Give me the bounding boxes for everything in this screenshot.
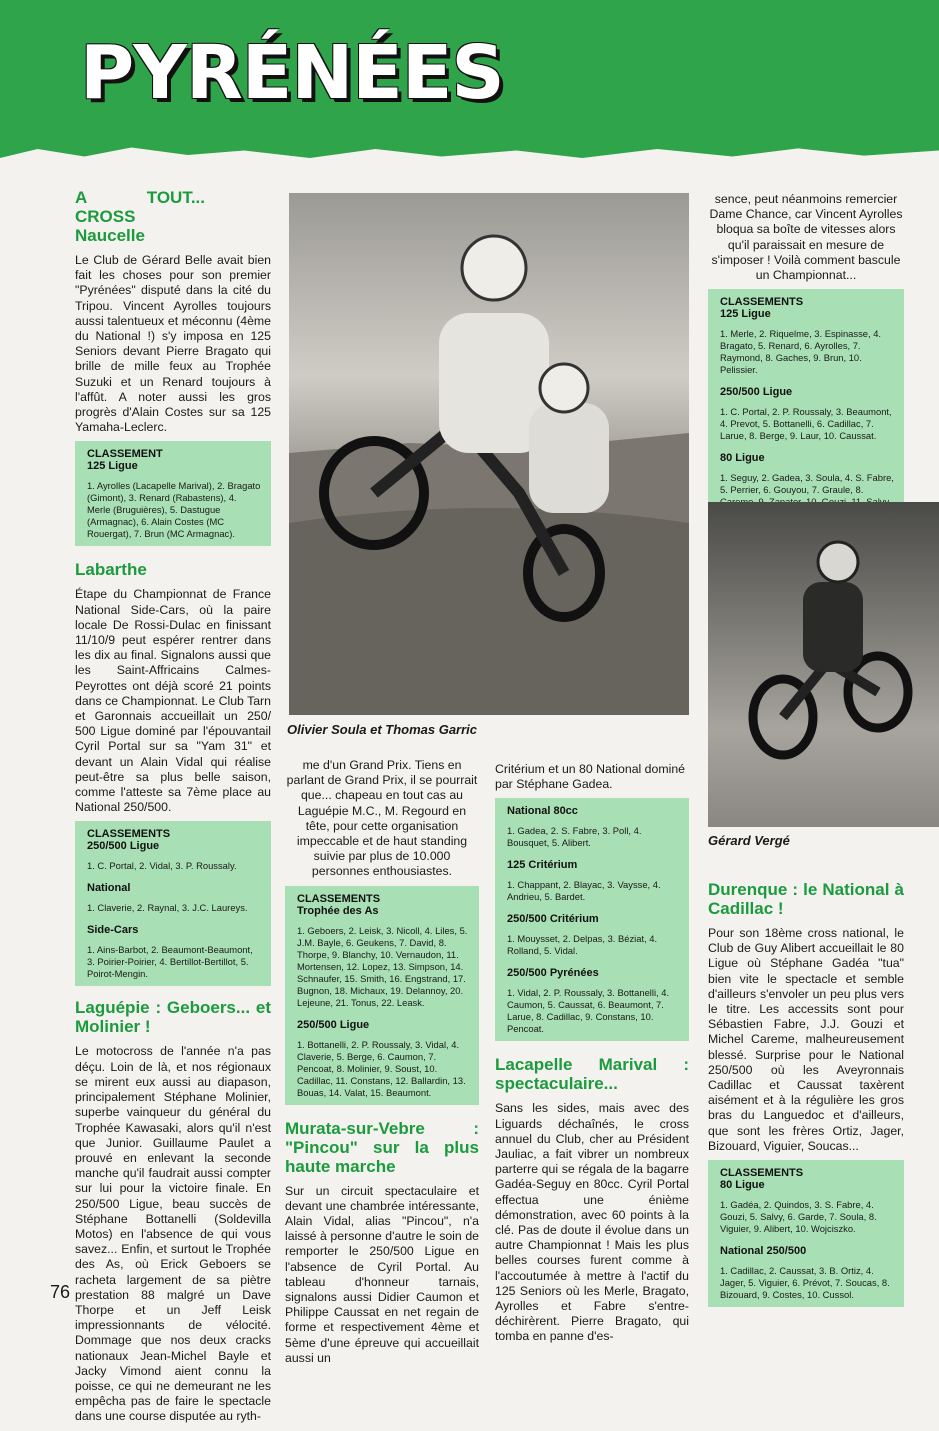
box-text: 1. Vidal, 2. P. Roussaly, 3. Bottanelli, 4. Caumon, 5. Caussat, 6. Beaumont, 7. Larue, 8. Cadillac, 9. Constans, 10. Pencoat.	[507, 987, 670, 1035]
box-text: 1. Mouysset, 2. Delpas, 3. Béziat, 4. Rolland, 5. Vidal.	[507, 933, 658, 957]
sidecar-illustration	[289, 193, 689, 715]
photo-rider-jump	[708, 502, 939, 827]
box-text: 1. Ains-Barbot, 2. Beaumont-Beaumont, 3. Poirier-Poirier, 4. Bertillot-Bertillot, 5. Poirot-Mengin.	[87, 944, 253, 980]
box-text: 1. Gadéa, 2. Quindos, 3. S. Fabre, 4. Gouzi, 5. Salvy, 6. Garde, 7. Soula, 8. Viguier, 9. Alibert, 10. Wojciszko.	[720, 1199, 877, 1235]
box-text: 1. C. Portal, 2. P. Roussaly, 3. Beaumont, 4. Prevot, 5. Bottanelli, 6. Cadillac, 7. Larue, 8. Berge, 9. Laur, 10. Caussat.	[720, 406, 892, 442]
box-subheading: Side-Cars	[87, 924, 139, 937]
box-text: 1. Cadillac, 2. Caussat, 3. B. Ortiz, 4. Jager, 5. Viguier, 6. Prévot, 7. Soucas, 8. Bizouard, 9. Costes, 10. Cussol.	[720, 1265, 890, 1301]
section-title-naucelle: A TOUT... CROSS Naucelle	[75, 188, 205, 245]
section-text-labarthe: Étape du Championnat de France National Side-Cars, où la paire locale De Rossi-Dulac en finissant 11/10/9 peut espérer rentrer dans les dix au final. Signalons aussi que les Saint-Affricains Calmes-Peyrottes ont déjà scoré 21 points dans ce Championnat. Le Club Tarn et Garonnais accueillait un 250/ 500 Ligue dominé par l'épouvantail Cyril Portal sur sa "Yam 31" et devant un Alain Vidal qui réalise peut-être sa plus belle saison, comme l'atteste sa 7ème place au National 250/500.	[75, 587, 271, 815]
box-subheading: National 80cc	[507, 805, 578, 818]
box-subheading: 125 Critérium	[507, 859, 578, 872]
box-subheading: National 250/500	[720, 1245, 807, 1258]
box-text: 1. Geboers, 2. Leisk, 3. Nicoll, 4. Liles, 5. J.M. Bayle, 6. Geukens, 7. David, 8. Thorpe, 9. Blanchy, 10. Vernaudon, 11. Mortensen, 12. Lopez, 13. Simpson, 14. Schnaufer, 15. Smith, 16. Engstrand, 17. Bugnon, 18. Michaux, 19. Delannoy, 20. Lejeune, 21. Tonus, 22. Leask.	[297, 924, 468, 1008]
column-4-lower	[708, 880, 904, 1317]
results-box-labarthe	[75, 821, 271, 986]
torn-edge	[0, 140, 939, 170]
photo-sidecar-motocross	[289, 193, 689, 715]
page-title: PYRÉNÉES	[80, 30, 504, 116]
box-text: 1. Chappant, 2. Blayac, 3. Vaysse, 4. Andrieu, 5. Bardet.	[507, 879, 661, 903]
section-text-durenque: Pour son 18ème cross national, le Club de Guy Alibert accueillait le 80 Ligue où Stéphane Gadéa "tua" bien vite le spectacle et semble d'ailleurs s'envoler un peu plus vers le titre. Les accessits sont pour Sébastien Fabre, J.J. Gouzi et Michel Careme, malheureusement blessé. Surprise pour le National 250/500 où les Aveyronnais Cadillac et Caussat taxèrent aisément et à la régulière les gros bras du Languedoc et d'ailleurs, que sont les frères Ortiz, Jager, Bizouard, Viguier, Soucas...	[708, 926, 904, 1153]
page-number: 76	[50, 1282, 71, 1302]
continued-text: Critérium et un 80 National dominé par Stéphane Gadea.	[495, 762, 686, 792]
photo-caption-verge: Gérard Vergé	[708, 833, 790, 848]
results-box-125-ligue	[708, 289, 904, 526]
box-text: 1. Gadea, 2. S. Fabre, 3. Poll, 4. Bousquet, 5. Alibert.	[507, 825, 642, 849]
box-heading: CLASSEMENTS Trophée des As	[297, 892, 381, 917]
section-text-lacapelle: Sans les sides, mais avec des Liguards déchaînés, le cross annuel du Club, cher au Président Jauliac, a fait vibrer un nombreux parterre qui se régala de la bagarre Gadéa-Seguy en 80cc. Cyril Portal effectua une énième démonstration, avec 60 points à la clé. Pas de doute il évolue dans un autre Championnat ! Mais les plus belles courses furent comme à l'accoutumée à mettre à l'actif du 125 Seniors où les Merle, Bragato, Ayrolles et Fabre s'entre-déchirèrent. Pierre Bragato, qui tomba en panne d'es-	[495, 1101, 689, 1344]
results-box-criterium	[495, 798, 689, 1041]
box-text: 1. Ayrolles (Lacapelle Marival), 2. Bragato (Gimont), 3. Renard (Rabastens), 4. Merle (Bruguières), 5. Dastugue (Armagnac), 6. Alain Costes (MC Rouergat), 7. Brun (MC Armagnac).	[87, 480, 261, 540]
box-subheading: 250/500 Pyrénées	[507, 967, 599, 980]
section-text-naucelle: Le Club de Gérard Belle avait bien fait les choses pour son premier "Pyrénées" disputé dans la cité du Tripou. Vincent Ayrolles toujours aussi talentueux et méconnu (4ème du National !) s'y imposa en 125 Seniors devant Pierre Bragato qui brille de mille feux au Trophée Suzuki et un Renard toujours à l'affût. A noter aussi les gros progrès d'Alain Costes sur sa 125 Yamaha-Leclerc.	[75, 253, 271, 435]
column-2	[285, 758, 479, 1372]
results-box-trophee-des-as	[285, 886, 479, 1105]
box-text: 1. C. Portal, 2. Vidal, 3. P. Roussaly.	[87, 860, 237, 872]
box-subheading: 250/500 Ligue	[720, 386, 793, 399]
section-title-lacapelle: Lacapelle Marival : spectaculaire...	[495, 1055, 689, 1094]
section-text-murata: Sur un circuit spectaculaire et devant une chambrée intéressante, Alain Vidal, alias "Pincou", n'a laissé à personne d'autre le soin de remporter le 250/500 Ligue en l'absence de Cyril Portal. Au tableau d'honneur tarnais, signalons aussi Didier Caumon et Philippe Caussat en net regain de forme et respectivement 4ème et 5ème d'une épreuve qui accueillait aussi un	[285, 1183, 479, 1365]
column-4	[708, 192, 904, 536]
continued-text: me d'un Grand Prix. Tiens en parlant de Grand Prix, il se pourrait que... chapeau en tout cas au Laguépie M.C., M. Regourd en tête, pour cette organisation impeccable et de haut standing suivie par plus de 10.000 personnes enthousiastes.	[286, 758, 478, 879]
section-title-labarthe: Labarthe	[75, 560, 147, 580]
column-3	[495, 762, 689, 1351]
box-subheading: 250/500 Ligue	[297, 1018, 370, 1031]
header-banner	[0, 0, 939, 160]
photo-caption-soula-garric: Olivier Soula et Thomas Garric	[287, 722, 478, 737]
box-text: 1. Seguy, 2. Gadea, 3. Soula, 4. S. Fabre, 5. Perrier, 6. Gouyou, 7. Graule, 8.	[720, 472, 894, 496]
box-text: 1. Claverie, 2. Raynal, 3. J.C. Laureys.	[87, 902, 248, 914]
section-title-laguepie: Laguépie : Geboers... et Molinier !	[75, 998, 271, 1037]
box-heading: CLASSEMENTS 250/500 Ligue	[87, 828, 171, 853]
section-title-durenque: Durenque : le National à Cadillac !	[708, 880, 904, 918]
box-heading: CLASSEMENT 125 Ligue	[87, 448, 163, 473]
box-heading: CLASSEMENTS 125 Ligue	[720, 296, 804, 321]
column-1	[75, 188, 271, 1431]
box-subheading: 250/500 Critérium	[507, 913, 599, 926]
box-heading: CLASSEMENTS 80 Ligue	[720, 1167, 804, 1192]
box-subheading: 80 Ligue	[720, 452, 765, 465]
results-box-naucelle	[75, 441, 271, 546]
results-box-durenque	[708, 1160, 904, 1307]
section-text-laguepie: Le motocross de l'année n'a pas déçu. Loin de là, et nos régionaux se mirent eux aussi au diapason, principalement Stéphane Molinier, superbe vainqueur du général du Trophée Kawasaki, alors qu'il n'est que Junior. Guillaume Paulet a prouvé en enlevant la seconde manche qu'il faudrait aussi compter sur lui pour la victoire finale. En 250/500 Ligue, beau succès de Stéphane Bottanelli (Soldevilla Motos) en l'absence de qui vous savez... Enfin, et surtout le Trophée des As, où Erick Geboers se racheta largement de sa piètre prestation 88 malgré un Dave Thorpe et un Jeff Leisk impressionnants de vélocité. Dommage que nos deux cracks nationaux Jean-Michel Bayle et Jacky Vimond aient connu la poisse, ce qui ne demeurant ne les empêcha pas de faire le spectacle dans une course disputée au ryth-	[75, 1044, 271, 1424]
box-text: 1. Bottanelli, 2. P. Roussaly, 3. Vidal, 4. Claverie, 5. Berge, 6. Caumon, 7. Pencoat, 8. Molinier, 9. Soust, 10. Cadillac, 11. Constans, 12. Ballardin, 13. Bouas, 14. Valat, 15. Beaumont.	[297, 1038, 466, 1098]
continued-text: sence, peut néanmoins remercier Dame Chance, car Vincent Ayrolles bloqua sa boîte de vitesses alors qu'il paraissait en mesure de s'imposer ! Voilà comment bascule un Championnat...	[709, 192, 903, 283]
box-text: 1. Merle, 2. Riquelme, 3. Espinasse, 4. Bragato, 5. Renard, 6. Ayrolles, 7. Raymond, 8. Gaches, 9. Brun, 10. Pelissier.	[720, 328, 882, 376]
rider-illustration	[708, 502, 939, 827]
section-title-murata: Murata-sur-Vebre : "Pincou" sur la plus haute marche	[285, 1118, 479, 1176]
box-subheading: National	[87, 882, 131, 895]
